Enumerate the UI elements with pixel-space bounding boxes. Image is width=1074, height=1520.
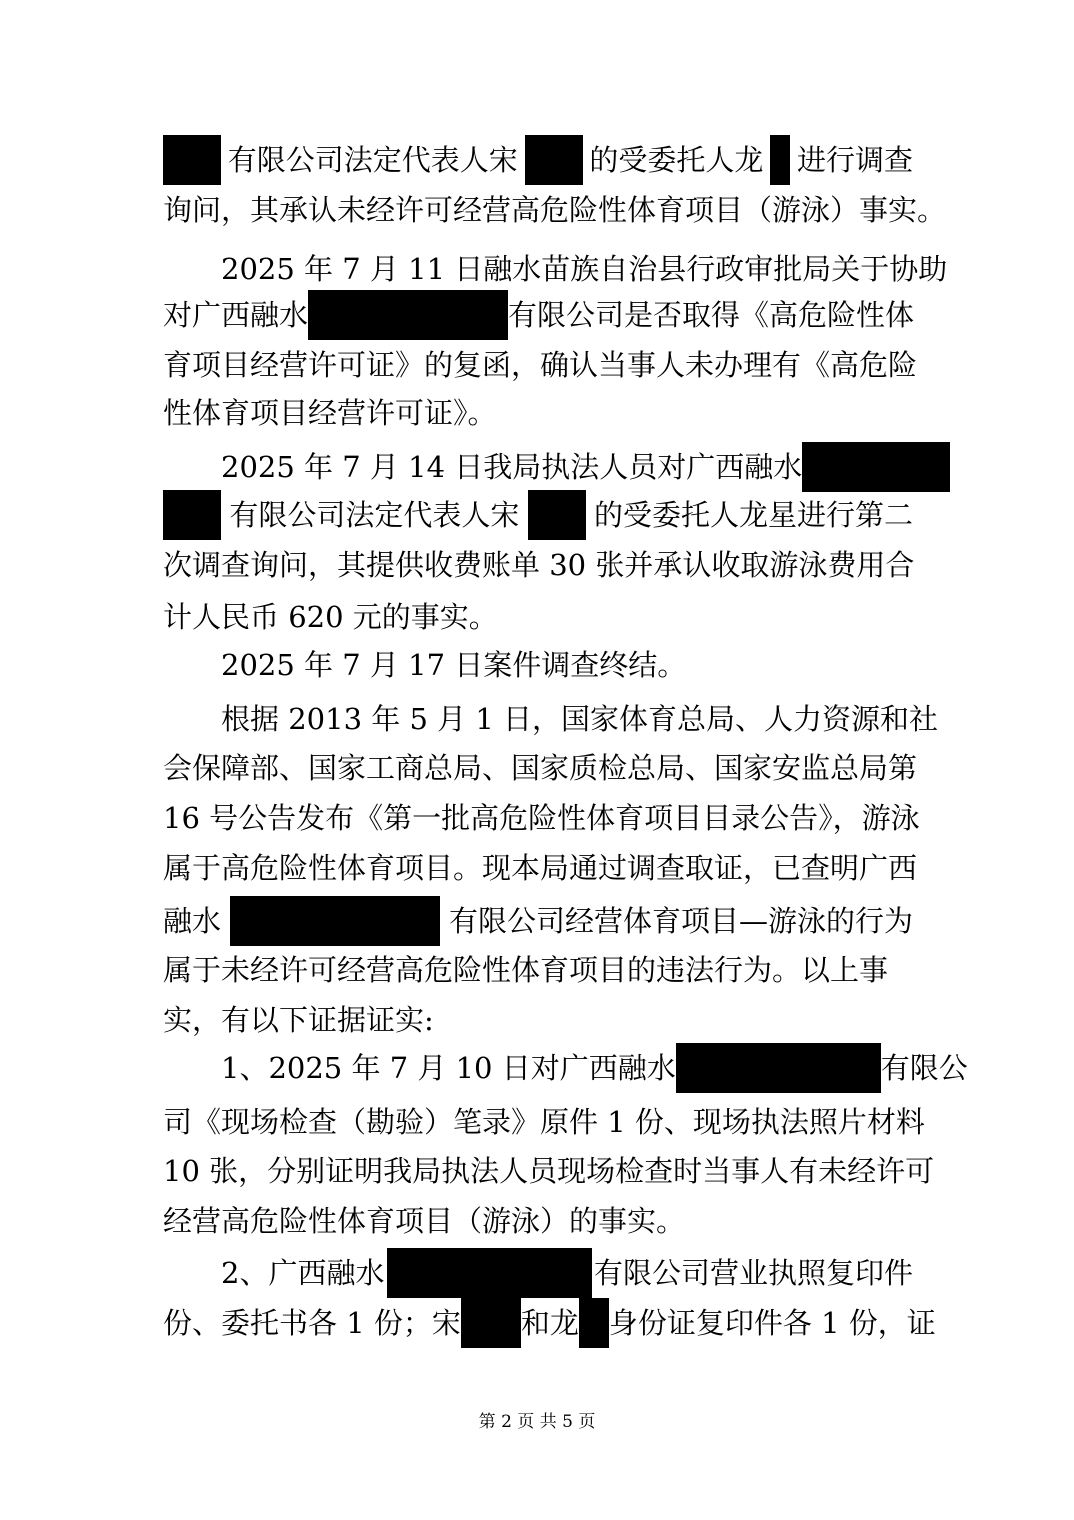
text-segment: 融水 (163, 904, 222, 938)
text-segment: 实，有以下证据证实: (163, 1003, 434, 1037)
text-segment: 有限公司法定代表人宋 (227, 143, 518, 177)
redaction-block (461, 1298, 521, 1348)
text-segment: 份、委托书各 1 份；宋 (163, 1306, 461, 1340)
text-line (163, 490, 913, 540)
text-segment: 次调查询问，其提供收费账单 30 张并承认收取游泳费用合 (163, 548, 915, 582)
text-segment: 2025 年 7 月 14 日我局执法人员对广西融水 (221, 450, 803, 484)
text-line (221, 640, 913, 690)
redaction-block (163, 135, 221, 185)
page-footer: 第 2 页 共 5 页 (478, 1412, 596, 1432)
text-segment: 询问，其承认未经许可经营高危险性体育项目（游泳）事实。 (163, 193, 947, 227)
text-line (163, 135, 913, 185)
text-segment: 有限公司经营体育项目—游泳的行为 (448, 904, 913, 938)
text-segment: 根据 2013 年 5 月 1 日，国家体育总局、人力资源和社 (221, 702, 939, 736)
text-line (163, 743, 918, 793)
text-segment: 有限公司是否取得《高危险性体 (508, 298, 915, 332)
text-segment: 属于高危险性体育项目。现本局通过调查取证，已查明广西 (163, 851, 918, 885)
text-segment: 计人民币 620 元的事实。 (163, 600, 498, 634)
text-segment: 会保障部、国家工商总局、国家质检总局、国家安监总局第 (163, 751, 918, 785)
text-line (163, 1196, 913, 1246)
text-line (163, 1298, 936, 1348)
text-line (163, 896, 913, 946)
text-segment: 进行调查 (796, 143, 913, 177)
text-segment: 对广西融水 (163, 298, 309, 332)
text-segment: 2025 年 7 月 11 日融水苗族自治县行政审批局关于协助 (221, 252, 948, 286)
redaction-block (525, 135, 583, 185)
text-line (163, 793, 920, 843)
text-segment: 16 号公告发布《第一批高危险性体育项目目录公告》，游泳 (163, 801, 920, 835)
text-segment: 经营高危险性体育项目（游泳）的事实。 (163, 1204, 686, 1238)
text-line (163, 843, 918, 893)
text-segment: 的受委托人龙星进行第二 (593, 498, 913, 532)
text-segment: 2025 年 7 月 17 日案件调查终结。 (221, 648, 687, 682)
text-line (163, 1097, 925, 1147)
text-segment: 属于未经许可经营高危险性体育项目的违法行为。以上事 (163, 953, 889, 987)
redaction-block (163, 490, 221, 540)
text-line (163, 290, 913, 340)
text-line (163, 340, 918, 390)
text-segment: 1、2025 年 7 月 10 日对广西融水 (221, 1051, 676, 1085)
redaction-block (676, 1043, 881, 1093)
text-segment: 身份证复印件各 1 份，证 (608, 1306, 936, 1340)
redaction-block (802, 442, 950, 492)
text-line (163, 185, 947, 235)
text-line (163, 945, 913, 995)
text-line (163, 592, 913, 642)
redaction-block (230, 896, 440, 946)
redaction-block (528, 490, 586, 540)
text-segment: 和龙 (520, 1306, 579, 1340)
redaction-block (387, 1248, 592, 1298)
text-line (221, 442, 913, 492)
text-segment: 有限公司营业执照复印件 (593, 1256, 913, 1290)
text-segment: 的受委托人龙 (589, 143, 764, 177)
text-segment: 有限公 (880, 1051, 968, 1085)
text-segment: 育项目经营许可证》的复函，确认当事人未办理有《高危险 (163, 348, 918, 382)
text-line (163, 388, 913, 438)
text-line (163, 995, 913, 1045)
redaction-block (308, 290, 508, 340)
redaction-block (579, 1298, 609, 1348)
redaction-block (770, 135, 790, 185)
text-segment: 司《现场检查（勘验）笔录》原件 1 份、现场执法照片材料 (163, 1105, 925, 1139)
text-segment: 2、广西融水 (221, 1256, 385, 1290)
text-line (221, 1248, 913, 1298)
text-line (163, 1146, 935, 1196)
text-segment: 性体育项目经营许可证》。 (163, 396, 497, 430)
text-line (221, 694, 939, 744)
text-line (221, 1043, 968, 1093)
text-segment: 有限公司法定代表人宋 (229, 498, 520, 532)
text-segment: 10 张，分别证明我局执法人员现场检查时当事人有未经许可 (163, 1154, 935, 1188)
text-line (163, 540, 913, 590)
text-line (221, 244, 948, 294)
